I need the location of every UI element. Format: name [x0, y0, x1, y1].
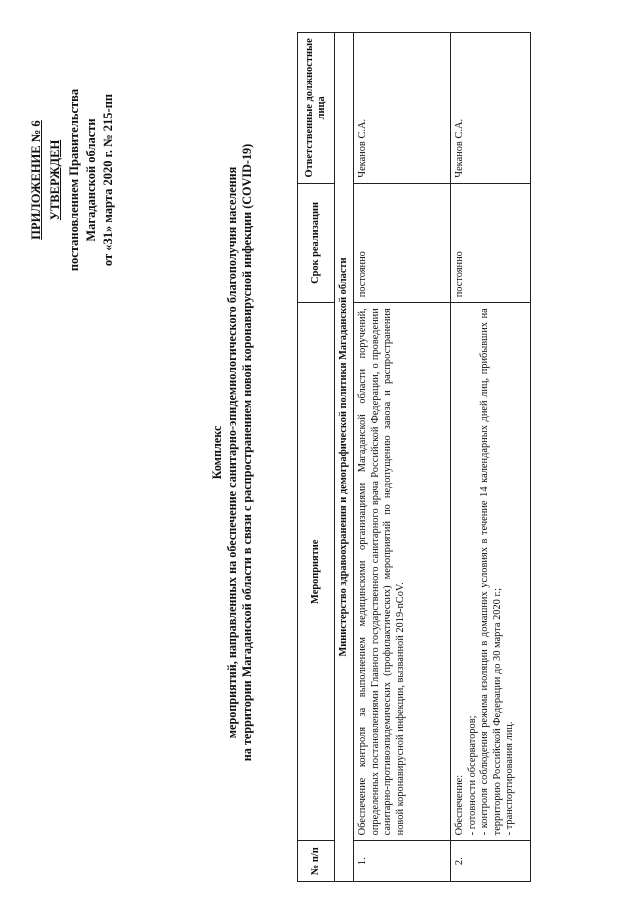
row-term: постоянно: [451, 183, 531, 303]
approved-by-date: от «31» марта 2020 г. № 215-пп: [101, 93, 115, 267]
appendix-title: ПРИЛОЖЕНИЕ № 6: [29, 120, 43, 240]
table-header-row: [298, 33, 335, 882]
table-row: [354, 33, 451, 882]
row-event: Обеспечение контроля за выполнением медицинскими организациями Магаданской области поручений, определенных постановлениями Главного государственного санитарного врача Российской Федерации, о проведении санитарно-противоэпидемических (профилактических) мероприятий по недопущению завоза и распространения новой коронавирусной инфекции, вызванной 2019-nCoV.: [354, 303, 451, 841]
row-number: 2.: [451, 841, 531, 882]
event-line: - готовности обсерваторов;: [466, 715, 478, 836]
event-line: - транспортирования лиц.: [504, 721, 516, 836]
row-responsible: Чеканов С.А.: [354, 33, 451, 184]
event-line: Обеспечение:: [454, 774, 466, 836]
header-responsible: Ответственные должностные лица: [298, 33, 335, 184]
title-line-1: Комплекс: [210, 425, 224, 480]
header-event: Мероприятие: [298, 303, 335, 841]
header-number: № п/п: [298, 841, 335, 882]
document-title: [210, 40, 255, 865]
section-title: Министерство здравоохранения и демографической политики Магаданской области: [335, 33, 354, 882]
row-responsible: Чеканов С.А.: [451, 33, 531, 184]
header-term: Срок реализации: [298, 183, 335, 303]
title-line-3: на территории Магаданской области в связи с распространением новой коронавирусной инфекции (COVID-19): [240, 143, 254, 762]
table-row: [451, 33, 531, 882]
table-section-row: [335, 33, 354, 882]
title-line-2: мероприятий, направленных на обеспечение санитарно-эпидемиологического благополучия населения: [225, 166, 239, 739]
measures-table: [297, 32, 531, 882]
row-term: постоянно: [354, 183, 451, 303]
appendix-header: [28, 55, 117, 305]
event-line: - контроля соблюдения режима изоляции в домашних условиях в течение 14 календарных дней лиц, прибывших на территорию Российской Федерации до 30 марта 2020 г.;: [479, 308, 503, 836]
approved-by-line2: Магаданской области: [84, 118, 98, 242]
approved-label: УТВЕРЖДЕН: [48, 139, 62, 221]
row-event: [451, 303, 531, 841]
row-number: 1.: [354, 841, 451, 882]
approved-by-line1: постановлением Правительства: [67, 88, 81, 272]
